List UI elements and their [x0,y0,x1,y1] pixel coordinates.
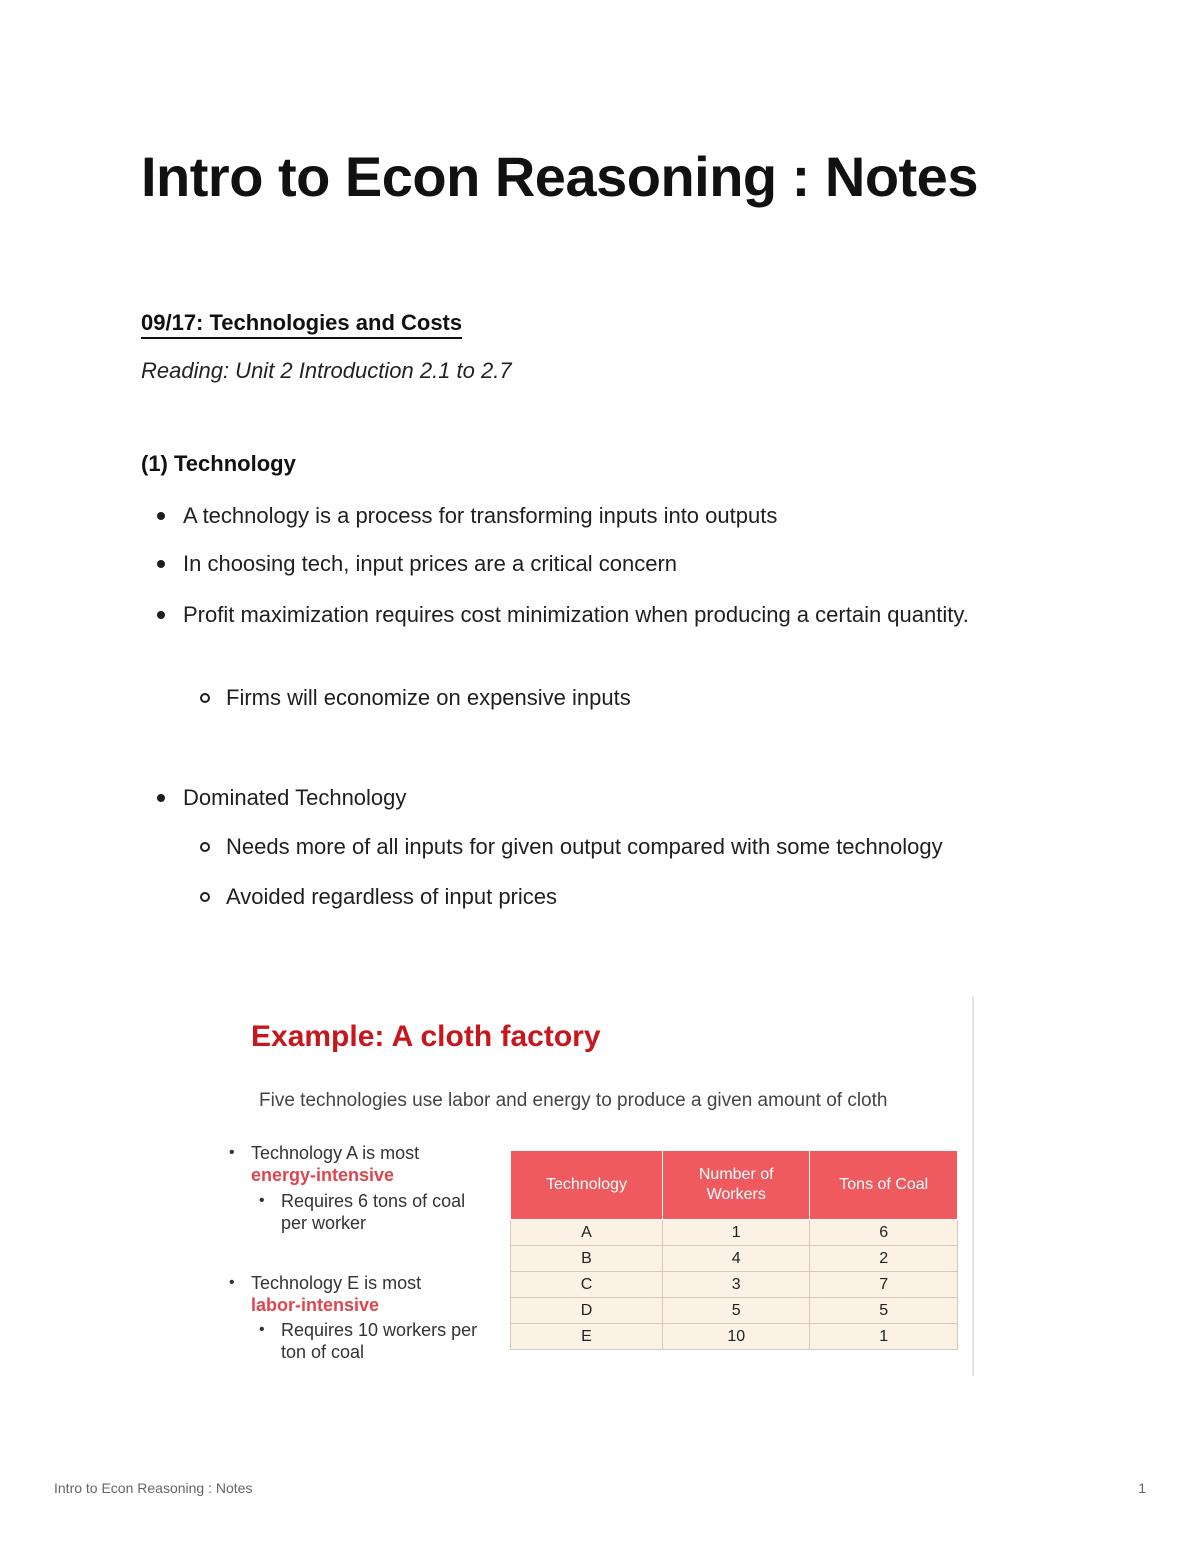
slide-highlight: energy-intensive [251,1165,395,1185]
bullet-text: Avoided regardless of input prices [226,884,558,909]
bullet-item [183,498,777,534]
sub-bullet-item [226,879,557,915]
slide-sub-bullet [259,1190,481,1234]
table-header-cell: Number of Workers [662,1151,810,1220]
slide-bullet-dot-icon: • [259,1192,265,1209]
table-row [511,1298,958,1324]
subsection-heading: (1) Technology [141,451,296,476]
table-cell: A [511,1220,663,1246]
bullet-text: Needs more of all inputs for given output compared with some technology [226,834,943,859]
slide-bullet [229,1142,481,1186]
table-cell: 1 [810,1324,958,1350]
table-cell: 2 [810,1246,958,1272]
slide-bullet-dot-icon: • [259,1321,265,1338]
slide-bullet-text: Requires 10 workers per ton of coal [281,1320,478,1362]
table-cell: 5 [662,1298,810,1324]
embedded-slide [222,996,974,1376]
table-cell: 5 [810,1298,958,1324]
table-row [511,1324,958,1350]
bullet-ring-icon [200,693,210,703]
bullet-text: Dominated Technology [183,785,407,810]
slide-bullet-text: Technology E is most [251,1273,422,1293]
bullet-dot-icon [157,512,165,520]
bullet-ring-icon [200,892,210,902]
table-cell: 1 [662,1220,810,1246]
table-row [511,1272,958,1298]
slide-bullet-text: Requires 6 tons of coal per worker [281,1191,466,1233]
technology-table [510,1150,958,1350]
bullet-dot-icon [157,794,165,802]
bullet-item [183,546,677,582]
bullet-dot-icon [157,611,165,619]
slide-bullet [229,1272,481,1316]
slide-bullet-dot-icon: • [229,1274,235,1291]
table-cell: B [511,1246,663,1272]
table-header-cell: Technology [511,1151,663,1220]
sub-bullet-item [226,680,631,716]
bullet-text: Profit maximization requires cost minimization when producing a certain quantity. [183,602,969,627]
bullet-dot-icon [157,560,165,568]
bullet-text: In choosing tech, input prices are a critical concern [183,551,678,576]
page-title: Intro to Econ Reasoning : Notes [141,145,978,208]
section-heading: 09/17: Technologies and Costs [141,310,462,339]
table-cell: 7 [810,1272,958,1298]
bullet-text: Firms will economize on expensive inputs [226,685,631,710]
table-cell: 4 [662,1246,810,1272]
table-row [511,1220,958,1246]
reading-note: Reading: Unit 2 Introduction 2.1 to 2.7 [141,358,512,383]
slide-bullet-dot-icon: • [229,1144,235,1161]
bullet-ring-icon [200,842,210,852]
bullet-text: A technology is a process for transforming inputs into outputs [183,503,778,528]
slide-highlight: labor-intensive [251,1295,380,1315]
table-cell: 3 [662,1272,810,1298]
slide-title: Example: A cloth factory [251,1020,601,1053]
slide-bullet-text: Technology A is most [251,1143,420,1163]
table-row [511,1246,958,1272]
table-cell: E [511,1324,663,1350]
bullet-item [183,780,406,816]
table-cell: D [511,1298,663,1324]
table-cell: 10 [662,1324,810,1350]
table-header-cell: Tons of Coal [810,1151,958,1220]
table-header-row [511,1151,958,1220]
page-number: 1 [1138,1480,1146,1496]
footer-title: Intro to Econ Reasoning : Notes [54,1480,253,1496]
slide-subtitle: Five technologies use labor and energy to produce a given amount of cloth [259,1090,888,1111]
table-cell: 6 [810,1220,958,1246]
sub-bullet-item [226,829,943,865]
slide-sub-bullet [259,1319,481,1363]
table-cell: C [511,1272,663,1298]
bullet-item [183,597,1003,633]
